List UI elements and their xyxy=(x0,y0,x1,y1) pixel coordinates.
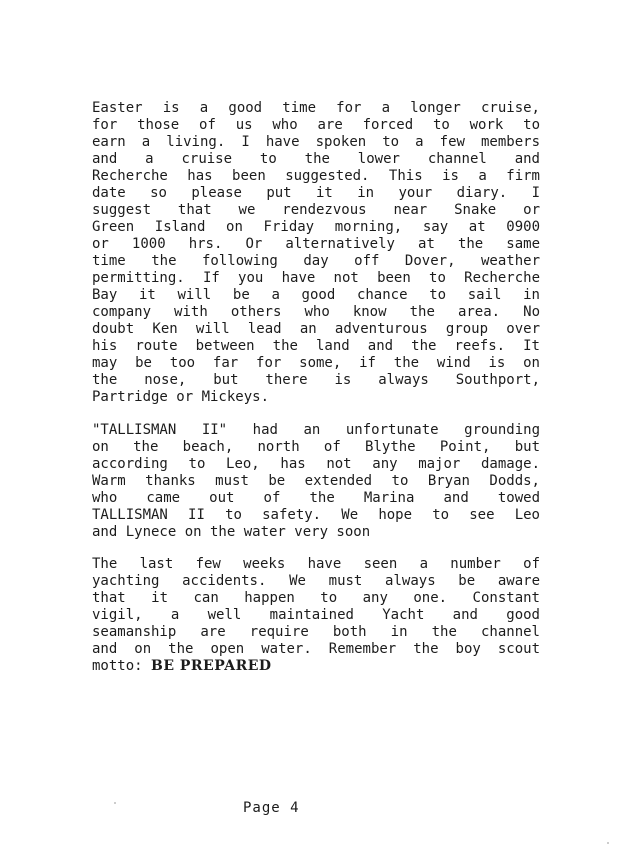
scan-speck xyxy=(607,842,609,844)
text-line: the nose, but there is always Southport, xyxy=(92,372,540,388)
text-line: and a cruise to the lower channel and xyxy=(92,151,540,167)
text-line: Green Island on Friday morning, say at 0900 xyxy=(92,219,540,235)
text-line: or 1000 hrs. Or alternatively at the same xyxy=(92,236,540,252)
text-line: and on the open water. Remember the boy scout xyxy=(92,641,540,657)
paragraph-tallisman-grounding xyxy=(92,422,540,541)
text-line-motto xyxy=(92,658,540,675)
text-line: Bay it will be a good chance to sail in xyxy=(92,287,540,303)
text-line: on the beach, north of Blythe Point, but xyxy=(92,439,540,455)
text-line: date so please put it in your diary. I xyxy=(92,185,540,201)
text-line: company with others who know the area. No xyxy=(92,304,540,320)
text-line: Warm thanks must be extended to Bryan Dodds, xyxy=(92,473,540,489)
text-line: "TALLISMAN II" had an unfortunate grounding xyxy=(92,422,540,438)
text-line: his route between the land and the reefs. It xyxy=(92,338,540,354)
text-line: earn a living. I have spoken to a few members xyxy=(92,134,540,150)
text-line: TALLISMAN II to safety. We hope to see Leo xyxy=(92,507,540,523)
text-line: Recherche has been suggested. This is a firm xyxy=(92,168,540,184)
text-line: The last few weeks have seen a number of xyxy=(92,556,540,572)
text-line: may be too far for some, if the wind is on xyxy=(92,355,540,371)
text-line: vigil, a well maintained Yacht and good xyxy=(92,607,540,623)
paragraph-yachting-accidents xyxy=(92,556,540,675)
text-line: yachting accidents. We must always be aware xyxy=(92,573,540,589)
text-line: for those of us who are forced to work to xyxy=(92,117,540,133)
text-line: who came out of the Marina and towed xyxy=(92,490,540,506)
text-line: Partridge or Mickeys. xyxy=(92,389,270,405)
scan-speck xyxy=(114,802,116,804)
paragraph-easter-cruise xyxy=(92,100,540,406)
text-line: and Lynece on the water very soon xyxy=(92,524,371,540)
motto-prefix: motto: xyxy=(92,658,152,674)
text-line: that it can happen to any one. Constant xyxy=(92,590,540,606)
text-line: suggest that we rendezvous near Snake or xyxy=(92,202,540,218)
motto-bold: BE PREPARED xyxy=(151,658,272,674)
page-number: Page 4 xyxy=(243,800,300,816)
text-line: according to Leo, has not any major damage. xyxy=(92,456,540,472)
text-line: time the following day off Dover, weather xyxy=(92,253,540,269)
text-line: permitting. If you have not been to Recherche xyxy=(92,270,540,286)
text-line: Easter is a good time for a longer cruise, xyxy=(92,100,540,116)
text-line: doubt Ken will lead an adventurous group over xyxy=(92,321,540,337)
text-line: seamanship are require both in the channel xyxy=(92,624,540,640)
